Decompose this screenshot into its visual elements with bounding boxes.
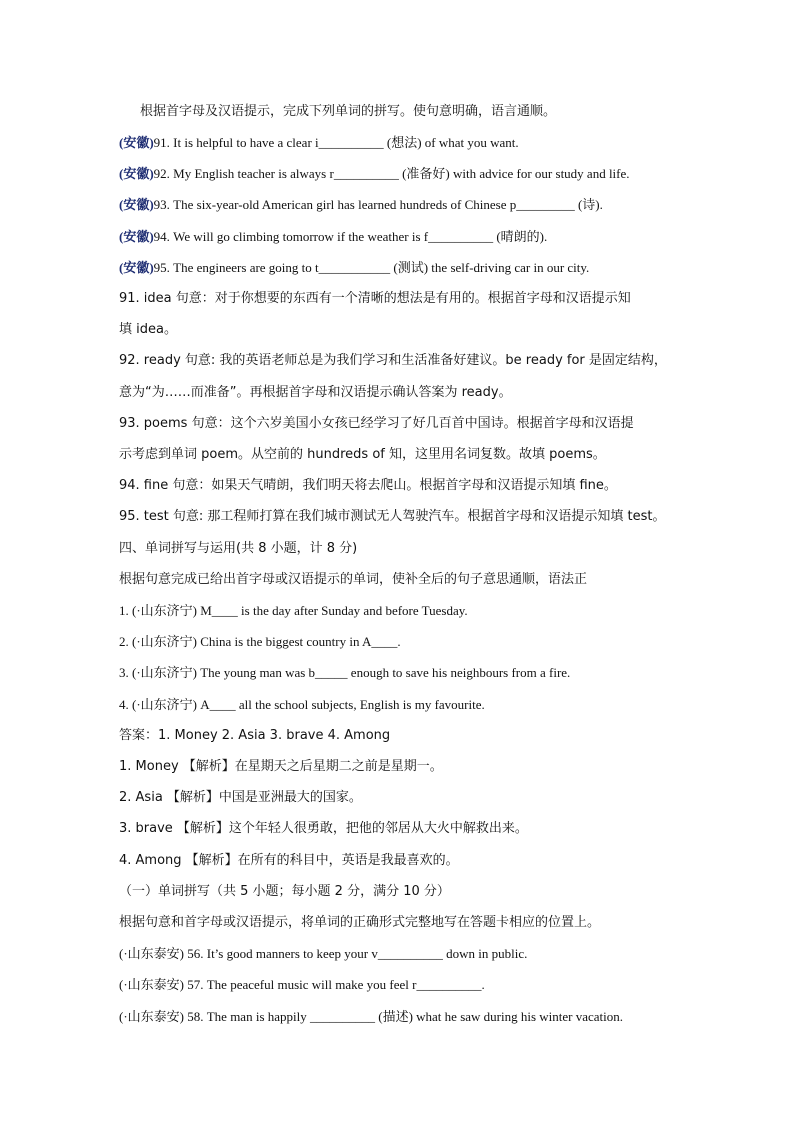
question-text: 93. The six-year-old American girl has learned hundreds of Chinese p_________ (诗). bbox=[153, 197, 603, 212]
question-94 bbox=[119, 229, 684, 245]
question-text: 95. The engineers are going to t___________ (测试) the self-driving car in our city. bbox=[153, 260, 590, 275]
question-text: 92. My English teacher is always r__________ (准备好) with advice for our study and life. bbox=[153, 166, 630, 181]
answer-line: 填 idea。 bbox=[119, 322, 177, 337]
question-item: 3. (·山东济宁) The young man was b_____ enough to save his neighbours from a fire. bbox=[119, 665, 571, 680]
region-tag: (安徽) bbox=[119, 260, 154, 275]
answer-line: 93. poems 句意：这个六岁美国小女孩已经学习了好几百首中国诗。根据首字母和汉语提 bbox=[119, 416, 634, 431]
question-58: (·山东泰安) 58. The man is happily __________ (描述) what he saw during his winter vacation. bbox=[119, 1009, 624, 1024]
question-text: 91. It is helpful to have a clear i__________ (想法) of what you want. bbox=[153, 135, 519, 150]
section3-heading: （一）单词拼写（共 5 小题；每小题 2 分，满分 10 分） bbox=[119, 884, 450, 899]
question-95 bbox=[119, 260, 684, 276]
question-56: (·山东泰安) 56. It’s good manners to keep your v__________ down in public. bbox=[119, 946, 528, 961]
question-item: 2. (·山东济宁) China is the biggest country in A____. bbox=[119, 634, 401, 649]
section2-instruction: 根据句意完成已给出首字母或汉语提示的单词，使补全后的句子意思通顺，语法正 bbox=[119, 572, 588, 587]
answer-line: 94. fine 句意：如果天气晴朗，我们明天将去爬山。根据首字母和汉语提示知填 fine。 bbox=[119, 478, 617, 493]
question-item: 4. (·山东济宁) A____ all the school subjects, English is my favourite. bbox=[119, 697, 485, 712]
question-92 bbox=[119, 166, 684, 182]
answer-line: 意为“为……而准备”。再根据首字母和汉语提示确认答案为 ready。 bbox=[119, 385, 512, 400]
explanation-line: 1. Money 【解析】在星期天之后星期二之前是星期一。 bbox=[119, 759, 443, 774]
region-tag: (安徽) bbox=[119, 229, 154, 244]
question-text: 94. We will go climbing tomorrow if the weather is f__________ (晴朗的). bbox=[153, 229, 548, 244]
answer-line: 95. test 句意: 那工程师打算在我们城市测试无人驾驶汽车。根据首字母和汉语提示知填 test。 bbox=[119, 509, 666, 524]
question-93 bbox=[119, 197, 684, 213]
explanation-line: 2. Asia 【解析】中国是亚洲最大的国家。 bbox=[119, 790, 362, 805]
answer-line: 示考虑到单词 poem。从空前的 hundreds of 知，这里用名词复数。故填 poems。 bbox=[119, 447, 606, 462]
question-57: (·山东泰安) 57. The peaceful music will make you feel r__________. bbox=[119, 977, 485, 992]
section2-heading: 四、单词拼写与运用(共 8 小题，计 8 分) bbox=[119, 541, 358, 556]
question-item: 1. (·山东济宁) M____ is the day after Sunday and before Tuesday. bbox=[119, 603, 468, 618]
answer-line: 91. idea 句意：对于你想要的东西有一个清晰的想法是有用的。根据首字母和汉语提示知 bbox=[119, 291, 631, 306]
section3-instruction: 根据句意和首字母或汉语提示，将单词的正确形式完整地写在答题卡相应的位置上。 bbox=[119, 915, 601, 930]
region-tag: (安徽) bbox=[119, 135, 154, 150]
region-tag: (安徽) bbox=[119, 197, 154, 212]
answer-line: 92. ready 句意: 我的英语老师总是为我们学习和生活准备好建议。be ready for 是固定结构， bbox=[119, 353, 667, 368]
explanation-line: 4. Among 【解析】在所有的科目中，英语是我最喜欢的。 bbox=[119, 853, 459, 868]
question-91 bbox=[119, 135, 684, 151]
region-tag: (安徽) bbox=[119, 166, 154, 181]
section1-instruction: 根据首字母及汉语提示，完成下列单词的拼写。使句意明确，语言通顺。 bbox=[140, 104, 557, 119]
explanation-line: 3. brave 【解析】这个年轻人很勇敢，把他的邻居从大火中解救出来。 bbox=[119, 821, 528, 836]
answer-summary: 答案：1. Money 2. Asia 3. brave 4. Among bbox=[119, 728, 391, 743]
